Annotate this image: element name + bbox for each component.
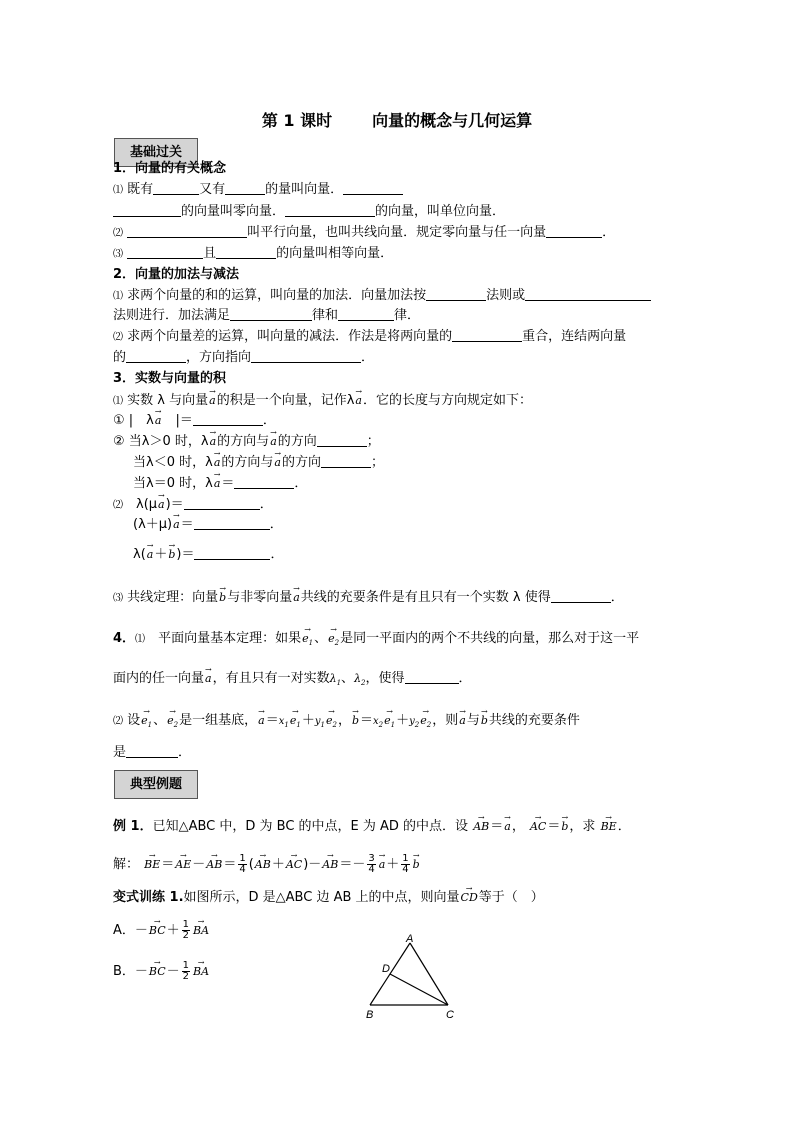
s4-line4: 是 ．	[113, 745, 192, 760]
s1-line1: ⑴ 既有 又有 的量叫向量．	[113, 181, 403, 200]
s2-line1: ⑴ 求两个向量的和的运算，叫向量的加法．向量加法按 法则或	[113, 287, 651, 306]
option-b: B．－→ BC－ $\frac{1}{2}$ → BA	[113, 961, 210, 982]
s3-line1: ⑴ 实数 λ 与向量→ a的积是一个向量，记作λ→ a．它的长度与方向规定如下：	[113, 392, 532, 411]
s2-heading: 2．向量的加法与减法	[113, 267, 240, 282]
s3-heading: 3．实数与向量的积	[113, 371, 227, 386]
s1-line2: 的向量叫零向量． 的向量，叫单位向量．	[113, 203, 505, 221]
s2-line2: 法则进行．加法满足 律和 律．	[113, 308, 421, 323]
section-examples-label: 典型例题	[114, 770, 198, 799]
side-ac	[410, 943, 448, 1005]
label-d: D	[382, 963, 390, 975]
s3-line8: λ(→ a＋→ b)＝ ．	[133, 546, 283, 564]
s3-line4: 当λ＜0 时，λ→ a的方向与→ a的方向 ；	[133, 454, 384, 472]
s3-line3: ② 当λ＞0 时，λ→ a的方向与→ a的方向 ；	[113, 433, 380, 451]
label-a: A	[406, 933, 414, 945]
s4-line2: 面内的任一向量→ a，有且只有一对实数$\lambda_1$、$\lambda_2$，使得 ．	[113, 670, 472, 692]
s2-line3: ⑵ 求两个向量差的运算，叫向量的减法．作法是将两向量的 重合，连结两向量	[113, 329, 627, 344]
s1-line4: ⑶ 且 的向量叫相等向量．	[113, 246, 394, 261]
option-a: A．－→ BC＋ $\frac{1}{2}$ → BA	[113, 920, 210, 941]
title-topic: 向量的概念与几何运算	[372, 111, 533, 130]
s2-line4: 的 ，方向指向 ．	[113, 350, 375, 365]
triangle-figure	[360, 930, 470, 1025]
s3-line5: 当λ＝0 时，λ→ a＝ ．	[133, 475, 307, 493]
s4-line1: 4．⑴ 平面向量基本定理：如果→ $e_1$、→ $e_2$是同一平面内的两个不共线的向量，那么对于这一平	[113, 630, 639, 652]
label-b: B	[366, 1009, 374, 1021]
section-basic-label: 基础过关	[114, 138, 198, 167]
s3-line9: ⑶ 共线定理：向量→ b与非零向量→ a共线的充要条件是有且只有一个实数 λ 使得 ．	[113, 589, 624, 608]
example1-question: 例 1．已知△ABC 中，D 为 BC 的中点，E 为 AD 的中点．设 → AB＝→ a， → AC＝→ b，求 → BE．	[113, 818, 631, 836]
s3-line2: ① | λ→ a |＝ ．	[113, 412, 276, 430]
s1-heading: 1．向量的有关概念	[113, 161, 227, 176]
s1-line3: ⑵ 叫平行向量，也叫共线向量．规定零向量与任一向量 ．	[113, 225, 616, 240]
example1-solution: 解： → BE＝→ AE－→ AB＝ $\frac{1}{4}$ (→ AB＋→ AC)－→ AB＝－ $\frac{3}{4}$ → a＋ $\frac{1}{4}$ → b	[113, 854, 421, 875]
variant1-question: 变式训练 1.如图所示，D 是△ABC 边 AB 上的中点，则向量→ CD等于（ ）	[113, 889, 544, 907]
label-c: C	[446, 1009, 454, 1021]
title-lesson: 第 1 课时	[261, 111, 333, 130]
s3-line6: ⑵ λ(μ→ a)＝ ．	[113, 496, 273, 515]
s3-line7: (λ＋μ)→ a＝ ．	[133, 516, 283, 534]
page-title	[0, 108, 794, 131]
segment-cd	[390, 974, 448, 1005]
s4-line3: ⑵ 设→ $e_1$、→ $e_2$是一组基底，→ $a=x_1\to e_1+y_1\to e_2$，→ $b=x_2\to e_1+y_2\to e_2$，则→ a与→ b共线的充要条件	[113, 712, 580, 734]
